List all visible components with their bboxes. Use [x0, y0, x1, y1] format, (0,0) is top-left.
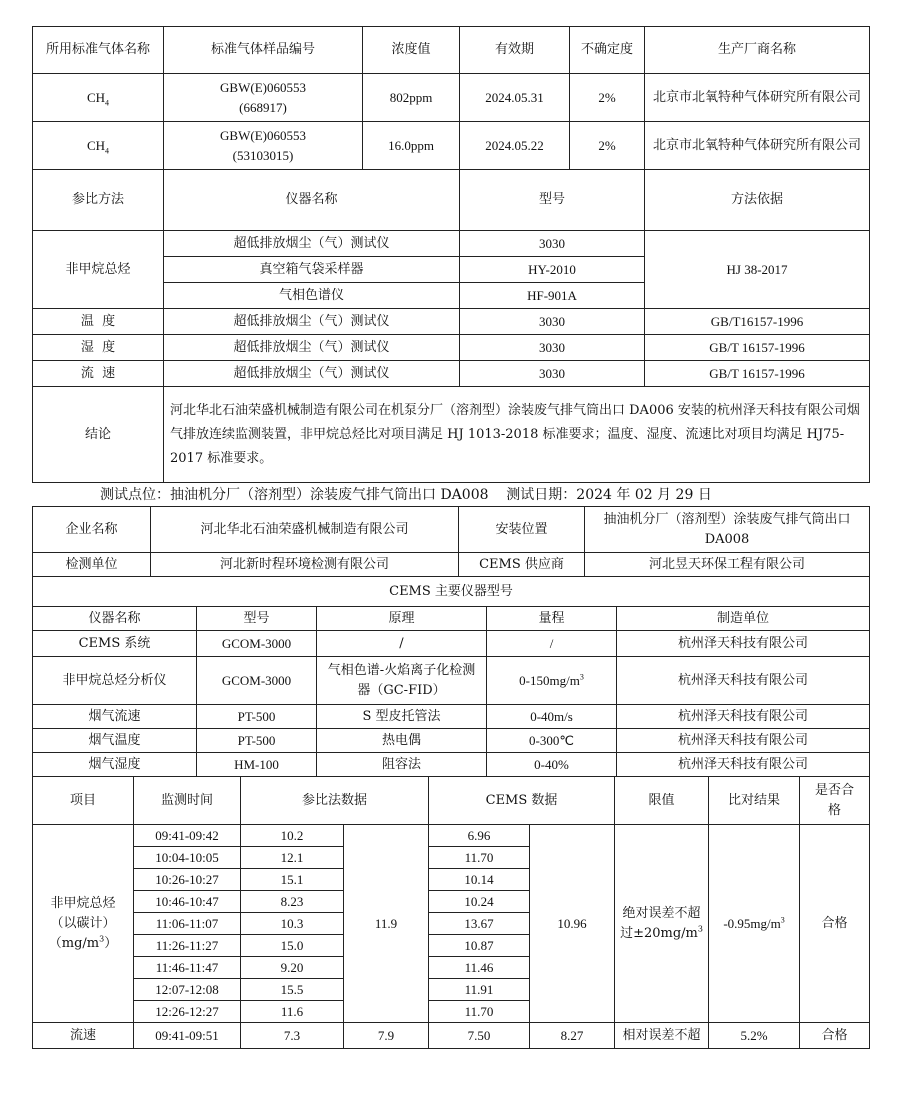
monitor-time: 11:46-11:47: [134, 957, 241, 979]
header-range: 量程: [487, 607, 617, 631]
header-instrument-name: 仪器名称: [164, 170, 460, 231]
instrument-model: HY-2010: [460, 257, 645, 283]
reference-value: 10.3: [241, 913, 344, 935]
supplier-label: CEMS 供应商: [459, 553, 585, 577]
concentration: 16.0ppm: [363, 122, 460, 170]
reference-value: 15.0: [241, 935, 344, 957]
header-concentration: 浓度值: [363, 27, 460, 74]
instrument-range: 0-40%: [487, 753, 617, 777]
reference-value: 15.1: [241, 869, 344, 891]
reference-average: 11.9: [344, 825, 429, 1023]
humidity-method-label: 湿 度: [33, 335, 164, 361]
instrument-name: 非甲烷总烃分析仪: [33, 657, 197, 705]
header-instrument-name: 仪器名称: [33, 607, 197, 631]
instrument-model: HM-100: [197, 753, 317, 777]
cems-instrument-table: [32, 576, 870, 777]
monitor-time: 09:41-09:42: [134, 825, 241, 847]
instrument-range: 0-40m/s: [487, 705, 617, 729]
reference-value: 9.20: [241, 957, 344, 979]
nmhc-pass: 合格: [800, 825, 870, 1023]
instrument-name: 真空箱气袋采样器: [164, 257, 460, 283]
cems-value: 6.96: [429, 825, 530, 847]
header-result: 比对结果: [709, 777, 800, 825]
instrument-maker: 杭州泽天科技有限公司: [617, 657, 870, 705]
monitor-time: 10:46-10:47: [134, 891, 241, 913]
header-sample-code: 标准气体样品编号: [164, 27, 363, 74]
instrument-maker: 杭州泽天科技有限公司: [617, 729, 870, 753]
instrument-range: $0-150mg/m^3$: [487, 657, 617, 705]
header-method-basis: 方法依据: [645, 170, 870, 231]
header-item: 项目: [33, 777, 134, 825]
cems-average: 8.27: [530, 1023, 615, 1049]
monitor-time: 12:26-12:27: [134, 1001, 241, 1023]
method-basis: GB/T 16157-1996: [645, 335, 870, 361]
instrument-range: 0-300℃: [487, 729, 617, 753]
cems-value: 11.91: [429, 979, 530, 1001]
instrument-name: 烟气流速: [33, 705, 197, 729]
uncertainty: 2%: [570, 122, 645, 170]
nmhc-method-label: 非甲烷总烃: [33, 231, 164, 309]
instrument-model: PT-500: [197, 729, 317, 753]
manufacturer: 北京市北氧特种气体研究所有限公司: [645, 74, 870, 122]
instrument-principle: 气相色谱-火焰离子化检测器（GC-FID）: [317, 657, 487, 705]
flow-pass: 合格: [800, 1023, 870, 1049]
tester-name: 河北新时程环境检测有限公司: [151, 553, 459, 577]
instrument-principle: /: [317, 631, 487, 657]
install-location: 抽油机分厂（溶剂型）涂装废气排气筒出口 DA008: [585, 507, 870, 553]
header-reference-data: 参比法数据: [241, 777, 429, 825]
nmhc-row: [33, 825, 870, 847]
cems-value: 11.70: [429, 1001, 530, 1023]
reference-average: 7.9: [344, 1023, 429, 1049]
instrument-name: 超低排放烟尘（气）测试仪: [164, 309, 460, 335]
instrument-principle: S 型皮托管法: [317, 705, 487, 729]
reference-value: 15.5: [241, 979, 344, 1001]
instrument-name: 超低排放烟尘（气）测试仪: [164, 231, 460, 257]
flow-row: [33, 1023, 870, 1049]
instrument-model: 3030: [460, 309, 645, 335]
header-gas-name: 所用标准气体名称: [33, 27, 164, 74]
instrument-principle: 阻容法: [317, 753, 487, 777]
instrument-principle: 热电偶: [317, 729, 487, 753]
nmhc-limit: 绝对误差不超 过$\pm 20mg/m^3$: [615, 825, 709, 1023]
instrument-model: PT-500: [197, 705, 317, 729]
instrument-name: 气相色谱仪: [164, 283, 460, 309]
instrument-name: 超低排放烟尘（气）测试仪: [164, 361, 460, 387]
flow-result: 5.2%: [709, 1023, 800, 1049]
enterprise-info-table: [32, 506, 870, 577]
instrument-range: /: [487, 631, 617, 657]
reference-value: 7.3: [241, 1023, 344, 1049]
supplier-name: 河北昱天环保工程有限公司: [585, 553, 870, 577]
instrument-model: 3030: [460, 361, 645, 387]
location-label: 安装位置: [459, 507, 585, 553]
cems-average: 10.96: [530, 825, 615, 1023]
instrument-row: [33, 657, 870, 705]
reference-value: 12.1: [241, 847, 344, 869]
uncertainty: 2%: [570, 74, 645, 122]
header-uncertainty: 不确定度: [570, 27, 645, 74]
header-cems-data: CEMS 数据: [429, 777, 615, 825]
instrument-name: 烟气温度: [33, 729, 197, 753]
monitor-time: 09:41-09:51: [134, 1023, 241, 1049]
test-point-caption: 测试点位：抽油机分厂（溶剂型）涂装废气排气筒出口 DA008 测试日期：2024 年 02 月 29 日: [100, 487, 712, 503]
instrument-maker: 杭州泽天科技有限公司: [617, 631, 870, 657]
instrument-row: [33, 753, 870, 777]
method-basis: GB/T 16157-1996: [645, 361, 870, 387]
header-maker: 制造单位: [617, 607, 870, 631]
std-gas-row: [33, 74, 870, 122]
instrument-maker: 杭州泽天科技有限公司: [617, 753, 870, 777]
method-basis: HJ 38-2017: [645, 231, 870, 309]
conclusion-label: 结论: [33, 387, 164, 483]
standard-gas-table: [32, 26, 870, 483]
instrument-model: GCOM-3000: [197, 631, 317, 657]
comparison-results-table: [32, 776, 870, 1049]
header-manufacturer: 生产厂商名称: [645, 27, 870, 74]
method-basis: GB/T16157-1996: [645, 309, 870, 335]
header-model: 型号: [460, 170, 645, 231]
company-name: 河北华北石油荣盛机械制造有限公司: [151, 507, 459, 553]
flow-limit: 相对误差不超: [615, 1023, 709, 1049]
std-gas-row: [33, 122, 870, 170]
header-reference-method: 参比方法: [33, 170, 164, 231]
nmhc-result: $-0.95mg/m^3$: [709, 825, 800, 1023]
expiry: 2024.05.31: [460, 74, 570, 122]
expiry: 2024.05.22: [460, 122, 570, 170]
instrument-model: GCOM-3000: [197, 657, 317, 705]
monitor-time: 10:26-10:27: [134, 869, 241, 891]
tester-label: 检测单位: [33, 553, 151, 577]
flow-method-label: 流 速: [33, 361, 164, 387]
cems-value: 10.14: [429, 869, 530, 891]
temperature-method-label: 温 度: [33, 309, 164, 335]
instrument-model: 3030: [460, 335, 645, 361]
cems-value: 10.87: [429, 935, 530, 957]
nmhc-item-label: 非甲烷总烃 （以碳计） $(mg/m^3)$: [33, 825, 134, 1023]
instrument-name: CEMS 系统: [33, 631, 197, 657]
header-principle: 原理: [317, 607, 487, 631]
header-expiry: 有效期: [460, 27, 570, 74]
manufacturer: 北京市北氧特种气体研究所有限公司: [645, 122, 870, 170]
gas-name: $CH_4$: [33, 122, 164, 170]
monitor-time: 10:04-10:05: [134, 847, 241, 869]
sample-code: GBW(E)060553 (668917): [164, 74, 363, 122]
header-limit: 限值: [615, 777, 709, 825]
monitor-time: 12:07-12:08: [134, 979, 241, 1001]
instrument-maker: 杭州泽天科技有限公司: [617, 705, 870, 729]
flow-item-label: 流速: [33, 1023, 134, 1049]
cems-instrument-title: CEMS 主要仪器型号: [33, 577, 870, 607]
reference-value: 10.2: [241, 825, 344, 847]
gas-name: $CH_4$: [33, 74, 164, 122]
cems-value: 10.24: [429, 891, 530, 913]
instrument-row: [33, 705, 870, 729]
cems-value: 11.70: [429, 847, 530, 869]
instrument-name: 超低排放烟尘（气）测试仪: [164, 335, 460, 361]
cems-value: 13.67: [429, 913, 530, 935]
instrument-model: 3030: [460, 231, 645, 257]
reference-value: 8.23: [241, 891, 344, 913]
concentration: 802ppm: [363, 74, 460, 122]
monitor-time: 11:06-11:07: [134, 913, 241, 935]
reference-value: 11.6: [241, 1001, 344, 1023]
conclusion-text: 河北华北石油荣盛机械制造有限公司在机泵分厂（溶剂型）涂装废气排气筒出口 DA006 安装的杭州泽天科技有限公司烟气排放连续监测装置，非甲烷总烃比对项目满足 HJ 1013-2018 标准要求；温度、湿度、流速比对项目均满足 HJ75-2017 标准要求。: [164, 387, 870, 483]
header-pass: 是否合格: [800, 777, 870, 825]
cems-value: 11.46: [429, 957, 530, 979]
instrument-row: [33, 631, 870, 657]
header-monitor-time: 监测时间: [134, 777, 241, 825]
instrument-name: 烟气湿度: [33, 753, 197, 777]
company-label: 企业名称: [33, 507, 151, 553]
instrument-model: HF-901A: [460, 283, 645, 309]
monitor-time: 11:26-11:27: [134, 935, 241, 957]
sample-code: GBW(E)060553 (53103015): [164, 122, 363, 170]
header-model: 型号: [197, 607, 317, 631]
instrument-row: [33, 729, 870, 753]
cems-value: 7.50: [429, 1023, 530, 1049]
